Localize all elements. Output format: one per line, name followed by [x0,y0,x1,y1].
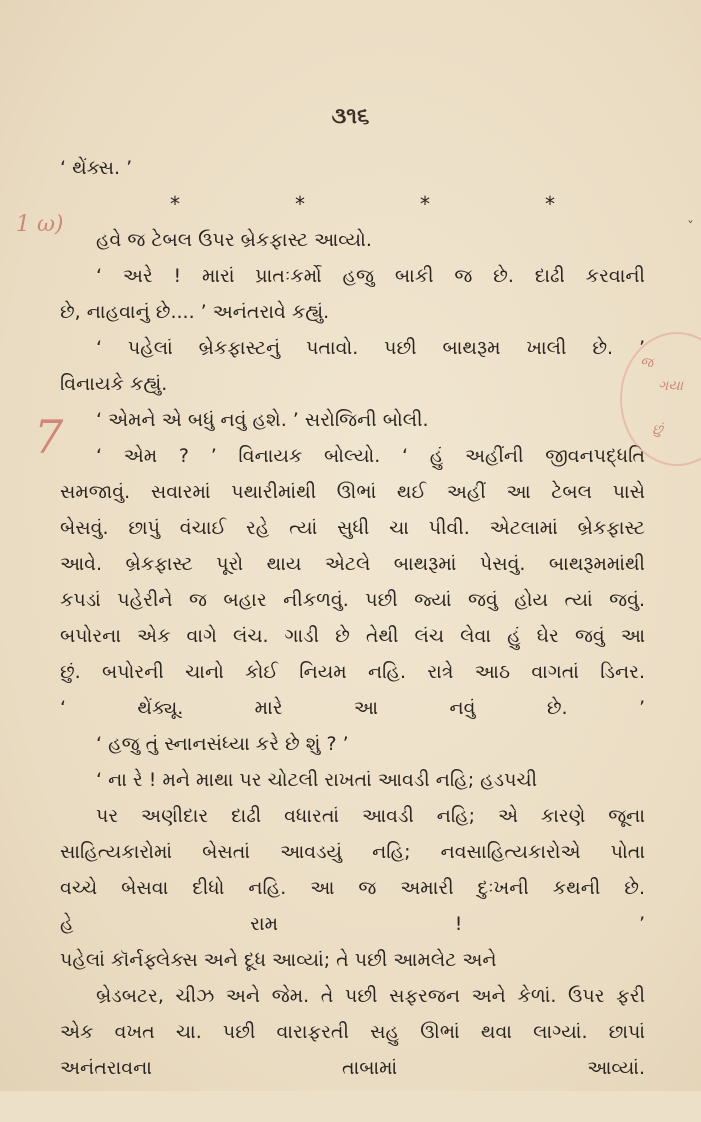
star: * [295,192,305,216]
text-line: વચ્ચે બેસવા દીધો નહિ. આ જ અમારી દુઃખની કથની છે. [60,877,645,899]
star: * [170,192,180,216]
handwritten-annotation: છું [652,422,663,438]
text-line: ‘ થેંક્સ. ’ [60,157,133,179]
handwritten-annotation: 1 ω) [16,212,64,237]
text-line: ‘ એમને એ બધું નવું હશે. ’ સરોજિની બોલી. [96,409,429,431]
text-line: સમજાવું. સવારમાં પથારીમાંથી ઊભાં થઈ અહીં આ ટેબલ પાસે [60,481,645,503]
text-line: કપડાં પહેરીને જ બહાર નીકળવું. પછી જ્યાં જવું હોય ત્યાં જવું. [60,589,645,611]
text-line: વિનાયકે કહ્યું. [60,373,168,395]
text-line: ‘ ના રે ! મને માથા પર ચોટલી રાખતાં આવડી નહિ; હડપચી [96,769,538,791]
page-text [60,150,645,1122]
text-line: પર અણીદાર દાઢી વધારતાં આવડી નહિ; એ કારણે જૂના [96,805,645,827]
handwritten-annotation: 7 [34,410,64,464]
handwritten-annotation: ગયા [658,378,684,394]
text-line: ‘ થેંક્યૂ. મારે આ નવું છે. ’ [60,697,645,719]
text-line: હવે જ ટેબલ ઉપર બ્રેકફાસ્ટ આવ્યો. [96,229,372,251]
text-line: એક વખત ચા. પછી વારાફરતી સહુ ઊભાં થવા લાગ્યાં. છાપાં [60,1021,645,1043]
text-line: ‘ પહેલાં બ્રેકફાસ્ટનું પતાવો. પછી બાથરૂમ ખાલી છે. ’ [96,337,645,359]
text-line: ‘ એમ ? ’ વિનાયક બોલ્યો. ‘ હું અહીંની જીવનપદ્ધતિ [96,445,645,467]
handwritten-annotation: જ [640,355,654,371]
page-number: ૩૧૬ [331,104,370,129]
text-line: છું. બપોરની ચાનો કોઈ નિયમ નહિ. રાત્રે આઠ વાગતાં ડિનર. [60,661,645,683]
text-line: ‘ હજુ તું સ્નાનસંધ્યા કરે છે શું ? ’ [96,733,349,755]
star: * [545,192,555,216]
text-line: હે રામ ! ’ [60,913,645,935]
text-line: બેસવું. છાપું વંચાઈ રહે ત્યાં સુધી ચા પીવી. એટલામાં બ્રેકફાસ્ટ [60,517,645,539]
text-line: અનંતરાવના તાબામાં આવ્યાં. [60,1057,645,1079]
edge-mark: ˇ [687,220,694,236]
text-line: બ્રેડબટર, ચીઝ અને જેમ. તે પછી સફરજન અને કેળાં. ઉપર ફરી [96,985,645,1007]
text-line: ‘ અરે ! મારાં પ્રાતઃકર્મો હજુ બાકી જ છે. દાઢી કરવાની [96,265,645,287]
text-line: સાહિત્યકારોમાં બેસતાં આવડયું નહિ; નવસાહિત્યકારોએ પોતા [60,841,645,863]
text-line: પહેલાં કૉર્નફ્લેક્સ અને દૂધ આવ્યાં; તે પછી આમલેટ અને [60,949,497,971]
section-break [60,186,645,222]
text-line: બપોરના એક વાગે લંચ. ગાડી છે તેથી લંચ લેવા હું ઘેર જવું આ [60,625,645,647]
text-line: છે, નાહવાનું છે.... ’ અનંતરાવે કહ્યું. [60,301,330,323]
star: * [420,192,430,216]
text-line [60,1086,645,1122]
text-line: આવે. બ્રેકફાસ્ટ પૂરો થાય એટલે બાથરૂમાં પેસવું. બાથરૂમમાંથી [60,553,645,575]
